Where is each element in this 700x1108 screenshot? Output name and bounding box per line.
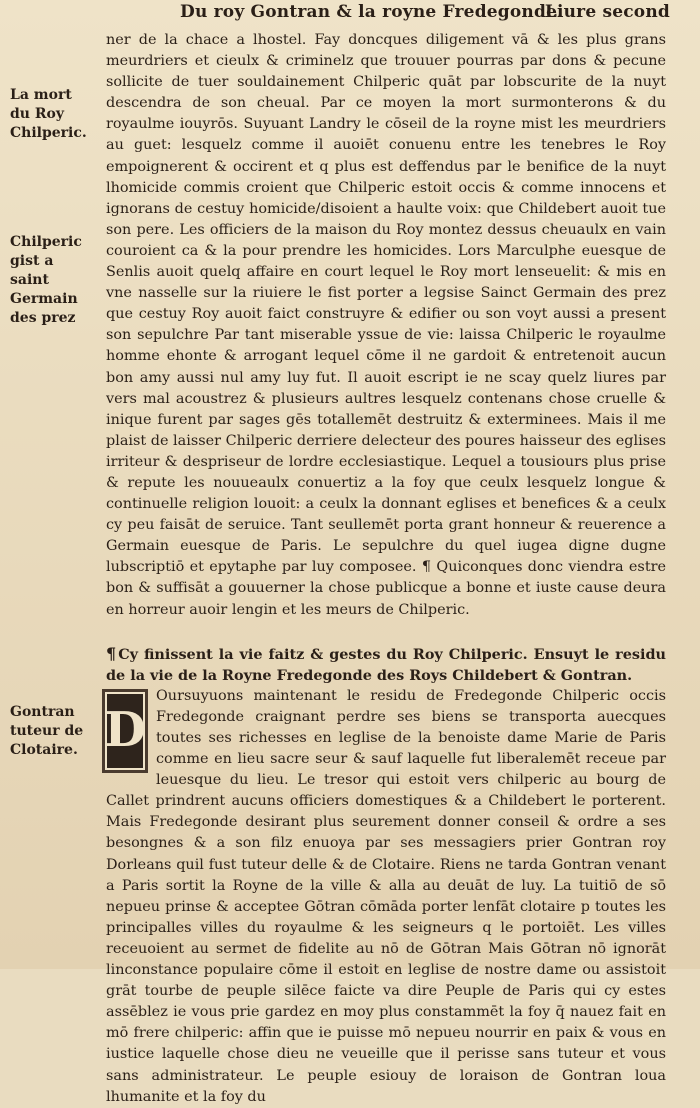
margin-note-gontran-guardian: Gontran tuteur de Clotaire. — [10, 704, 84, 758]
paragraph-body: ner de la chace a lhostel. Fay doncques diligement vā & les plus grans meurdriers et cieulx & criminelz que trouuer pourras par dons & pecune sollicite de tuer souldainement Chilperic quāt par lobscurite de la nuyt descendra de son cheual. Par ce moyen la mort surmonterons & du royaulme iouyrōs. Suyuant Landry le cōseil de la royne mist les meurdriers au guet: lesquelz comme il auoiēt conuenu entre les tenebres le Roy empoignerent & occirent et q plus est deffendus par le benifice de la nuyt lhomicide commis croient que Chilperic estoit occis & comme innocens et ignorans de cestuy homicide/disoient a haulte voix: que Childebert auoit tue son pere. Les officiers de la maison du Roy montez dessus cheuaulx en vain couroient ca & la pour prendre les homicides. Lors Marculphe euesque de Senlis auoit quelq affaire en court lequel le Roy mort lenseuelit: & mis en vne nasselle sur la riuiere le fist porter a legsise Sainct Germain des prez que cestuy Roy auoit faict construyre & edifier ou son voyt aussi a present son sepulchre Par tant miserable yssue de vie: laissa Chilperic le royaulme homme ehonte & arrogant lequel cōme il ne gardoit & entretenoit aucun bon amy aussi nul amy luy fut. Il auoit escript ie ne scay quelz liures par vers mal acoustrez & plusieurs aultres lesquelz contenans chose cruelle & inique furent par sages gēs totallemēt destruitz & exterminees. Mais il me plaist de laisser Chilperic derriere delecteur des poures haisseur des eglises irriteur & despriseur de lordre ecclesiastique. Lequel a tousiours plus prise & repute les nouueaulx conuertiz a la foy que ceulx lesquelz longue & continuelle religion louoit: a ceulx la donnant eglises et benefices & a ceulx cy peu faisāt de seruice. Tant seullemēt porta grant honneur & reuerence a Germain euesque de Paris. Le sepulchre du quel iugea digne dugne lubscriptiō et epytaphe par luy composee. — [106, 32, 666, 576]
paragraph-body: Oursuyuons maintenant le residu de Fredegonde Chilperic occis Fredegonde craignant perdre ses biens se transporta auecques toutes ses richesses en leglise de la benoiste dame Marie de Paris comme en lieu sacre seur & sauf laquelle fut liberalemēt receue par leuesque du lieu. Le tresor qui estoit vers chilperic au bourg de Callet prindrent aucuns officiers domestiques & a Childebert le porterent. Mais Fredegonde desirant plus seurement donner conseil & ordre a ses besongnes & a son filz enuoya par ses messagiers prier Gontran roy Dorleans quil fust tuteur delle & de Clotaire. Riens ne tarda Gontran venant a Paris sortit la Royne de la ville & alla au deuāt de luy. La tuitiō de sō nepueu prinse & acceptee Gōtran cōmāda porter lenfāt clotaire p toutes les principalles villes du royaulme & les seigneurs q le portoiēt. Les villes receuoient au sermet de fidelite au nō de Gōtran Mais Gōtran nō ignorāt linconstance populaire cōme il estoit en leglise de nostre dame ou assistoit grāt tourbe de peuple silēce faicte va dire Peuple de Paris qui cy estes assēblez ie vous prie gardez en moy plus constammēt la foy q̄ nauez fait en mō frere chilperic: affin que ie puisse mō nepueu nourrir en paix & vous en iustice laquelle chose dieu ne veueille que il perisse sans tuteur et vous sans administrateur. Le peuple esiouy de loraison de Gontran loua lhumanite et la foy du — [106, 687, 666, 1105]
book-label: Liure second — [544, 2, 670, 22]
section-gap — [106, 621, 666, 643]
pilcrow-icon: ¶ — [106, 643, 117, 663]
pilcrow-icon: ¶ — [421, 559, 432, 576]
chapter-rubric — [106, 643, 666, 686]
running-head: Du roy Gontran & la royne Fredegonde. — [180, 2, 564, 22]
margin-note-death-of-chilperic: La mort du Roy Chilperic. — [10, 87, 87, 141]
margin-note-burial-saint-germain: Chilperic gist a saint Germain des prez — [10, 234, 82, 326]
paragraph-tail: Quiconques donc viendra estre bon & suffisāt a gouuerner la chose publicque a bonne et iuste cause deura en horreur auoir lengin et les meurs de Chilperic. — [106, 559, 666, 618]
rubric-text: Cy finissent la vie faitz & gestes du Roy Chilperic. Ensuyt le residu de la vie de la Royne Fredegonde des Roys Childebert & Gontran. — [106, 645, 666, 684]
decorated-initial: D — [102, 689, 148, 773]
main-text-column — [106, 30, 666, 1108]
paragraph-chilperic-death — [106, 30, 666, 621]
page-header — [180, 2, 670, 24]
paragraph-fredegonde — [106, 686, 666, 1108]
